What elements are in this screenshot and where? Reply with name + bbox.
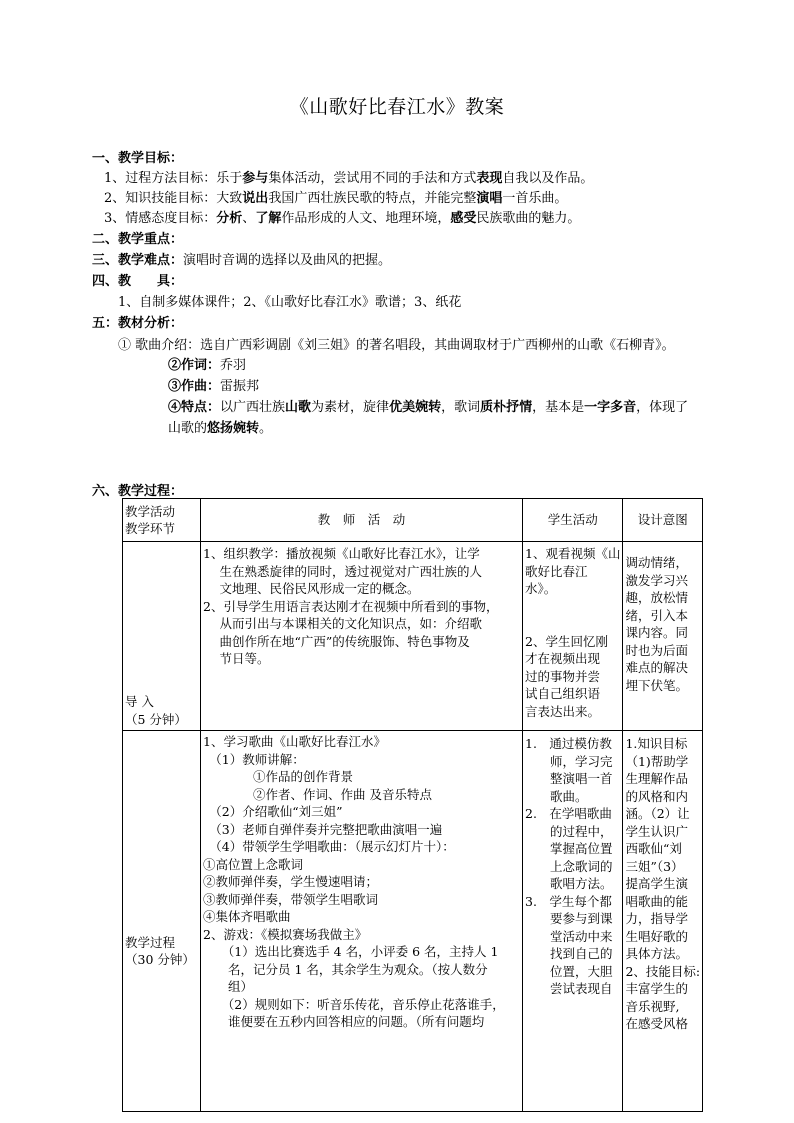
row2-teacher-line: 1、学习歌曲《山歌好比春江水》 <box>203 734 386 749</box>
row2-duration: （30 分钟） <box>125 952 195 967</box>
row2-teacher-line: （4）带领学生学唱歌曲：（展示幻灯片十）： <box>203 839 455 854</box>
row2-student-line: 掌握高位置 <box>525 841 613 856</box>
row1-student-line: 歌好比春江 <box>525 563 588 579</box>
row2-teacher-line: ②作者、作词、作曲 及音乐特点 <box>203 786 432 802</box>
objective-3-bold-c: 感受 <box>450 211 477 226</box>
section-1-heading: 一、教学目标： <box>92 151 184 166</box>
row2-student-line: 要参与到课 <box>525 911 613 926</box>
objective-2-bold-a: 说出 <box>242 191 269 206</box>
row2-design-line: 2、技能目标: <box>625 963 701 979</box>
row2-student-line: 歌曲。 <box>525 788 588 804</box>
row2-design-line: 1.知识目标 <box>625 736 688 751</box>
row1-design-line: 绪，引入本 <box>625 607 688 623</box>
section-4-text: 1、自制多媒体课件；2、《山歌好比春江水》歌谱；3、纸花 <box>118 295 462 310</box>
row1-design-line: 时也为后面 <box>625 642 688 658</box>
row2-teacher-line: 名，记分员 1 名，其余学生为观众。（按人数分 <box>203 961 488 977</box>
objective-2-text-b: 我国广西壮族民歌的特点，并能完整 <box>268 191 477 206</box>
row1-student-line <box>525 598 620 616</box>
row1-student-line: 言表达出来。 <box>525 703 601 719</box>
header-stage-line2: 教学环节 <box>125 521 176 536</box>
features-text-a: 以广西壮族 <box>220 400 286 415</box>
song-intro: ① 歌曲介绍：选自广西彩调剧《刘三姐》的著名唱段，其曲调取材于广西柳州的山歌《石柳青》。 <box>118 338 675 353</box>
header-stage-cell <box>123 499 201 542</box>
objective-2-text-c: 一首乐曲。 <box>502 191 568 206</box>
lesson-process-table <box>122 498 703 1112</box>
row2-student-line: 的过程中， <box>525 823 613 839</box>
row2-teacher-line: 组） <box>203 979 254 994</box>
row1-design-line: 激发学习兴 <box>625 572 688 588</box>
objective-2 <box>104 190 567 207</box>
row1-design-line: 难点的解决 <box>625 660 688 675</box>
row2-student-cell <box>523 731 623 1112</box>
page-title: 《山歌好比春江水》教案 <box>289 96 505 118</box>
row2-design-line: 力，指导学 <box>625 911 688 926</box>
row2-teacher-line: 谁便要在五秒内回答相应的问题。（所有问题均 <box>203 1014 485 1029</box>
row1-design-line: 课内容。同 <box>625 625 688 640</box>
row2-design-line: 涵。（2）让 <box>625 806 690 821</box>
composer-value: 雷振邦 <box>220 379 260 394</box>
row1-student-cell <box>523 542 623 731</box>
features-text-e: ，歌词 <box>441 400 481 415</box>
row1-student-line: 试自己组织语 <box>525 686 601 701</box>
row2-teacher-line: （2）规则如下：听音乐传花，音乐停止花落谁手， <box>203 996 505 1012</box>
row2-stage-cell <box>123 731 201 1112</box>
row2-student-line: 师，学习完 <box>525 753 613 769</box>
section-3-heading: 三、教学难点： <box>92 253 184 268</box>
row2-teacher-line: ④集体齐唱歌曲 <box>203 909 291 924</box>
row2-student-line: 上念歌词的 <box>525 858 613 874</box>
table-row <box>123 542 703 731</box>
features-text-g: ，基本是 <box>532 400 585 415</box>
row1-student-line: 才在视频出现 <box>525 651 601 666</box>
objective-1-text-c: 自我以及作品。 <box>502 171 594 186</box>
section-4-heading: 四、教 具： <box>92 274 184 289</box>
composer-line <box>168 378 259 395</box>
row2-teacher-line: ①作品的创作背景 <box>203 769 354 784</box>
row2-student-line: 1. 通过模仿教 <box>525 736 612 751</box>
objective-1 <box>104 170 593 187</box>
row1-design-line: 埋下伏笔。 <box>625 677 688 693</box>
composer-label: ③作曲： <box>168 379 221 394</box>
objective-1-bold-b: 表现 <box>476 171 503 186</box>
row1-design-line: 调动情绪， <box>625 555 688 570</box>
row2-teacher-line: ②教师弹伴奏，学生慢速唱请； <box>203 874 379 889</box>
section-3-text: 演唱时音调的选择以及曲风的把握。 <box>183 253 392 268</box>
row1-stage: 导 入 <box>125 694 154 709</box>
row1-duration: （5 分钟） <box>125 711 187 727</box>
row2-student-line: 位置，大胆 <box>525 963 613 979</box>
row2-teacher-line: ①高位置上念歌词 <box>203 856 304 872</box>
row2-design-line: （1)帮助学 <box>625 753 689 769</box>
features2-text-a: 山歌的 <box>168 421 208 436</box>
header-design-cell: 设计意图 <box>623 499 703 542</box>
features-line-1 <box>168 399 688 416</box>
row1-design-cell <box>623 542 703 731</box>
features-bold-d: 优美婉转 <box>389 400 442 415</box>
row1-teacher-line: 文地理、民俗民风形成一定的概念。 <box>203 581 420 596</box>
row2-stage: 教学过程 <box>125 934 176 950</box>
row2-design-line: 在感受风格 <box>625 1016 688 1031</box>
header-teacher-cell: 教 师 活 动 <box>201 499 523 542</box>
row2-design-line: 唱歌曲的能 <box>625 893 688 909</box>
row1-stage-cell <box>123 542 201 731</box>
row1-teacher-line: 节日等。 <box>203 651 270 666</box>
objective-1-text-a: 乐于 <box>216 171 243 186</box>
row2-student-line: 尝试表现自 <box>525 981 613 996</box>
features2-text-c: 。 <box>259 421 273 436</box>
row1-teacher-line: 2、引导学生用语言表达刚才在视频中所看到的事物， <box>203 598 499 614</box>
row2-design-line: 三姐”（3） <box>625 858 684 874</box>
objective-3-text-c: 作品形成的人文、地理环境， <box>281 211 451 226</box>
section-2-heading: 二、教学重点： <box>92 232 184 247</box>
row2-teacher-line: （2）介绍歌仙“刘三姐” <box>203 804 343 819</box>
features-bold-h: 一字多音 <box>584 400 637 415</box>
row1-teacher-line: 曲创作所在地“广西”的传统服饰、特色事物及 <box>203 633 470 649</box>
header-student-cell: 学生活动 <box>523 499 623 542</box>
lyricist-value: 乔羽 <box>220 358 247 373</box>
objective-3 <box>104 210 580 227</box>
row1-student-line <box>525 615 620 633</box>
row2-design-line: 生理解作品 <box>625 771 688 786</box>
row2-design-line: 提高学生演 <box>625 876 688 891</box>
row2-teacher-cell <box>201 731 523 1112</box>
row1-student-line: 1、观看视频《山 <box>525 546 621 561</box>
row2-teacher-line: 2、游戏：《模拟赛场我做主》 <box>203 926 368 942</box>
section-3 <box>92 252 391 269</box>
objective-2-bold-b: 演唱 <box>476 191 503 206</box>
row2-design-line: 西歌仙“刘 <box>625 841 682 856</box>
section-6-heading: 六、教学过程： <box>92 484 184 499</box>
table-header-row <box>123 499 703 542</box>
objective-2-text-a: 大致 <box>216 191 243 206</box>
row2-design-line: 具体方法。 <box>625 946 688 961</box>
lyricist-line <box>168 357 246 374</box>
row2-student-line: 2. 在学唱歌曲 <box>525 806 612 821</box>
lyricist-label: ②作词： <box>168 358 221 373</box>
objective-3-text-b: 、 <box>242 211 256 226</box>
row2-design-line: 生唱好歌的 <box>625 928 688 944</box>
row2-design-line: 丰富学生的 <box>625 981 688 996</box>
features-text-c: 为素材，旋律 <box>311 400 390 415</box>
row1-teacher-line: 从而引出与本课相关的文化知识点，如：介绍歌 <box>203 616 482 631</box>
row2-student-line: 歌唱方法。 <box>525 876 613 891</box>
row2-student-line: 3. 学生每个都 <box>525 893 612 909</box>
features2-bold-b: 悠扬婉转 <box>207 421 260 436</box>
table-row <box>123 731 703 1112</box>
objective-3-label: 3、情感态度目标： <box>104 211 217 226</box>
objective-1-bold-a: 参与 <box>242 171 269 186</box>
features-bold-f: 质朴抒情 <box>480 400 533 415</box>
features-text-i: ，体现了 <box>636 400 689 415</box>
row2-student-line: 整演唱一首 <box>525 771 613 786</box>
row2-teacher-line: （1）选出比赛选手 4 名，小评委 6 名，主持人 1 <box>203 944 499 959</box>
objective-1-text-b: 集体活动，尝试用不同的手法和方式 <box>268 171 477 186</box>
objective-3-text-d: 民族歌曲的魅力。 <box>476 211 581 226</box>
objective-2-label: 2、知识技能目标： <box>104 191 217 206</box>
row2-student-line: 找到自己的 <box>525 946 613 961</box>
features-label: ④特点： <box>168 400 221 415</box>
section-5-heading: 五：教材分析： <box>92 316 184 331</box>
row2-design-cell <box>623 731 703 1112</box>
row2-design-line: 音乐视野, <box>625 998 680 1014</box>
row2-teacher-line: （3）老师自弹伴奏并完整把歌曲演唱一遍 <box>203 821 443 837</box>
row2-design-line: 的风格和内 <box>625 788 688 804</box>
row1-teacher-line: 1、组织教学：播放视频《山歌好比春江水》，让学 <box>203 546 480 561</box>
row2-teacher-line: （1）教师讲解： <box>203 751 305 767</box>
objective-3-bold-a: 分析 <box>216 211 243 226</box>
header-stage-line1: 教学活动 <box>125 503 176 519</box>
features-line-2 <box>168 420 272 437</box>
row2-design-line: 学生认识广 <box>625 823 688 839</box>
features-bold-b: 山歌 <box>285 400 312 415</box>
row1-student-line: 2、学生回忆刚 <box>525 633 608 649</box>
row1-teacher-line: 生在熟悉旋律的同时，透过视觉对广西壮族的人 <box>203 563 482 579</box>
row1-student-line: 水》。 <box>525 581 557 596</box>
row1-teacher-cell <box>201 542 523 731</box>
row1-design-line: 趣，放松情 <box>625 590 688 605</box>
row2-teacher-line: ③教师弹伴奏，带领学生唱歌词 <box>203 891 379 907</box>
row1-student-line: 过的事物并尝 <box>525 668 601 684</box>
row2-student-line: 堂活动中来 <box>525 928 613 944</box>
objective-3-bold-b: 了解 <box>255 211 282 226</box>
objective-1-label: 1、过程方法目标： <box>104 171 217 186</box>
